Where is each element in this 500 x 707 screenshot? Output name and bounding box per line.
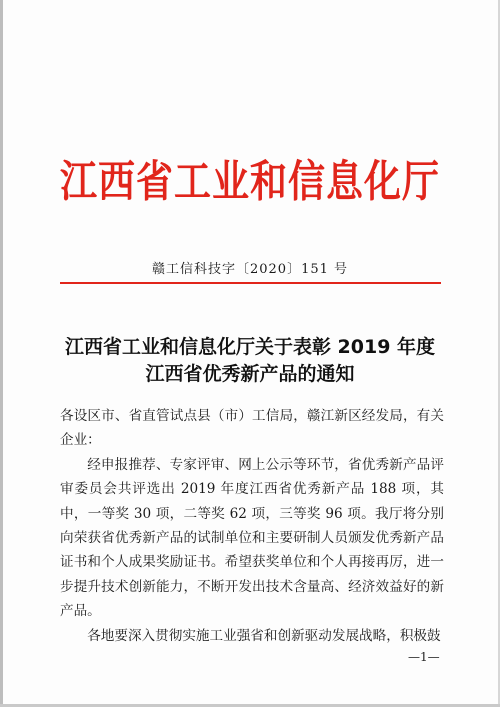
document-number: 赣工信科技字〔2020〕151 号 <box>151 262 349 277</box>
body-paragraph-2: 各地要深入贯彻实施工业强省和创新驱动发展战略，积极鼓 <box>87 627 441 644</box>
body-paragraph-1: 经申报推荐、专家评审、网上公示等环节，省优秀新产品评审委员会共评选出 2019 年度江西省优秀新产品 188 项，其中，一等奖 30 项，二等奖 62 项，三等奖 96 项。我厅将分别向荣获省优秀新产品的试制单位和主要研制人员颁发优秀新产品证书和个人成果奖励证书。希望获奖单位和个人再接再厉，进一步提升技术创新能力，不断开发出技术含量高、经济效益好的新产品。 <box>60 456 444 620</box>
document-title-line-1: 江西省工业和信息化厅关于表彰 2019 年度 <box>64 336 436 358</box>
document-title <box>0 334 500 388</box>
document-title-line-2: 江西省优秀新产品的通知 <box>145 363 355 385</box>
red-divider-line <box>60 282 441 284</box>
page-number: —1— <box>408 650 440 664</box>
document-body <box>60 404 444 648</box>
red-header-issuer: 江西省工业和信息化厅 <box>60 156 440 208</box>
salutation: 各设区市、省直管试点县（市）工信局，赣江新区经发局，有关企业： <box>60 408 444 449</box>
